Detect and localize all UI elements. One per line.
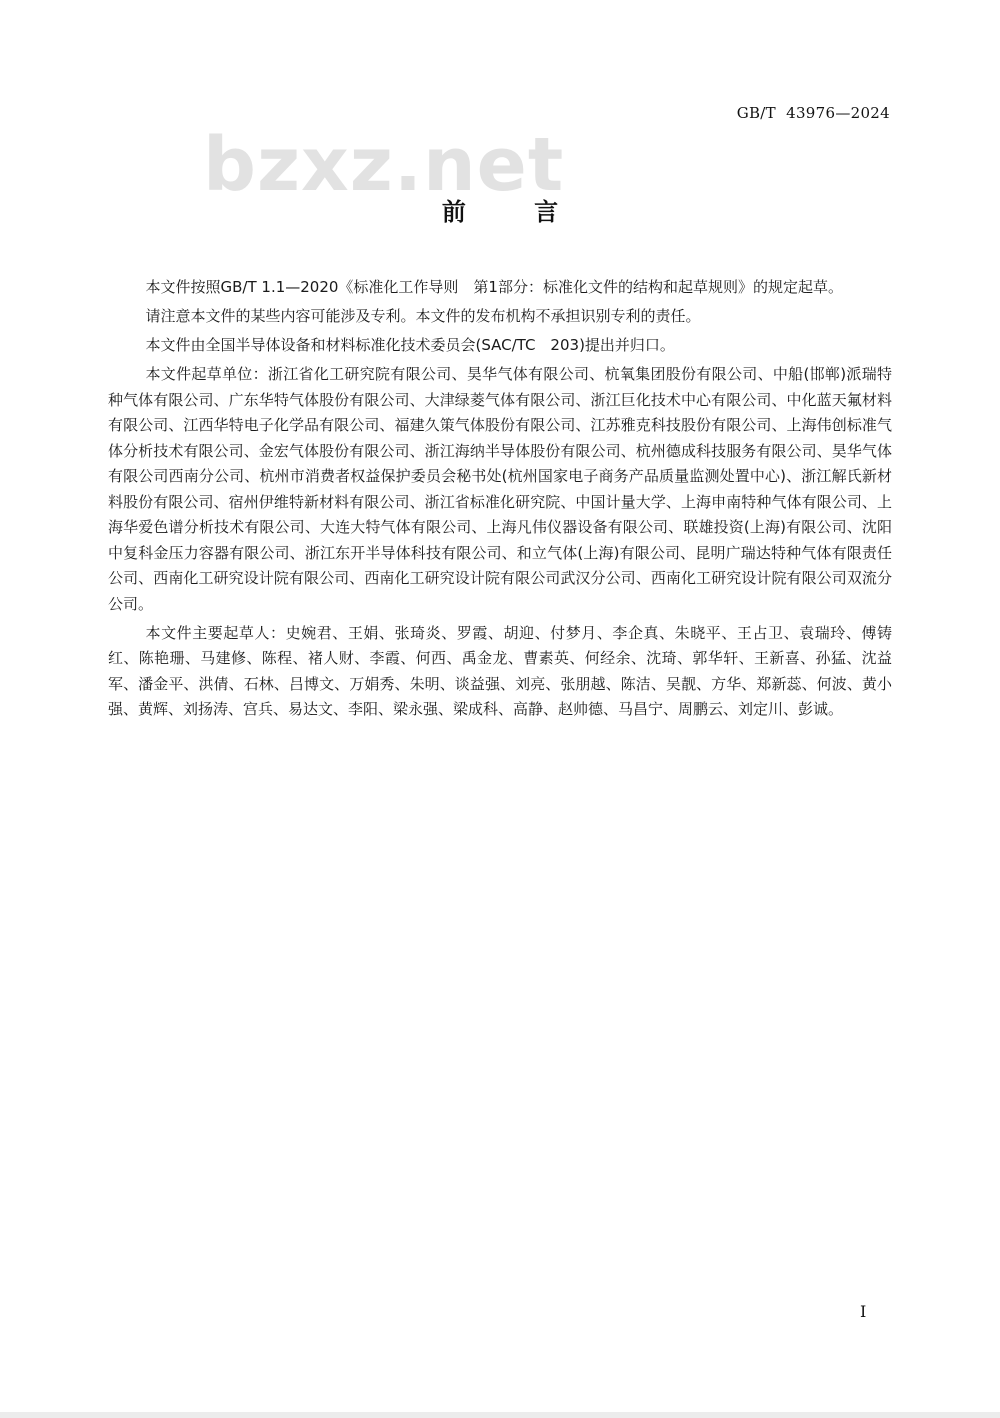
page-number: I bbox=[860, 1302, 867, 1321]
paragraph-patent-notice: 请注意本文件的某些内容可能涉及专利。本文件的发布机构不承担识别专利的责任。 bbox=[145, 307, 701, 325]
paragraph-proposing-committee: 本文件由全国半导体设备和材料标准化技术委员会(SAC/TC 203)提出并归口。 bbox=[145, 336, 675, 354]
paragraph-drafting-units: 本文件起草单位：浙江省化工研究院有限公司、昊华气体有限公司、杭氧集团股份有限公司、中船(邯郸)派瑞特种气体有限公司、广东华特气体股份有限公司、大津绿菱气体有限公司、浙江巨化技术中心有限公司、中化蓝天氟材料有限公司、江西华特电子化学品有限公司、福建久策气体股份有限公司、江苏雅克科技股份有限公司、上海伟创标准气体分析技术有限公司、金宏气体股份有限公司、浙江海纳半导体股份有限公司、杭州德成科技服务有限公司、昊华气体有限公司西南分公司、杭州市消费者权益保护委员会秘书处(杭州国家电子商务产品质量监测处置中心)、浙江解氏新材料股份有限公司、宿州伊维特新材料有限公司、浙江省标准化研究院、中国计量大学、上海申南特种气体有限公司、上海华爱色谱分析技术有限公司、大连大特气体有限公司、上海凡伟仪器设备有限公司、联雄投资(上海)有限公司、沈阳中复科金压力容器有限公司、浙江东开半导体科技有限公司、和立气体(上海)有限公司、昆明广瑞达特种气体有限责任公司、西南化工研究设计院有限公司、西南化工研究设计院有限公司武汉分公司、西南化工研究设计院有限公司双流分公司。 bbox=[108, 365, 892, 613]
page-title: 前 言 bbox=[441, 198, 589, 226]
page-bottom-edge bbox=[0, 1412, 1000, 1418]
watermark-logo: bzxz.net bbox=[203, 122, 565, 208]
paragraph-drafting-rules: 本文件按照GB/T 1.1—2020《标准化工作导则 第1部分：标准化文件的结构和起草规则》的规定起草。 bbox=[145, 278, 843, 296]
standard-number: GB/T 43976—2024 bbox=[736, 104, 890, 122]
foreword-body bbox=[108, 275, 892, 726]
paragraph-main-drafters: 本文件主要起草人：史婉君、王娟、张琦炎、罗霞、胡迎、付梦月、李企真、朱晓平、王占卫、袁瑞玲、傅铸红、陈艳珊、马建修、陈程、褚人财、李霞、何西、禹金龙、曹素英、何经余、沈琦、郭华轩、王新喜、孙猛、沈益军、潘金平、洪倩、石林、吕博文、万娟秀、朱明、谈益强、刘亮、张朋越、陈洁、吴靓、方华、郑新蕊、何波、黄小强、黄辉、刘扬涛、宫兵、易达文、李阳、梁永强、梁成科、高静、赵帅德、马昌宁、周鹏云、刘定川、彭诚。 bbox=[108, 623, 892, 718]
